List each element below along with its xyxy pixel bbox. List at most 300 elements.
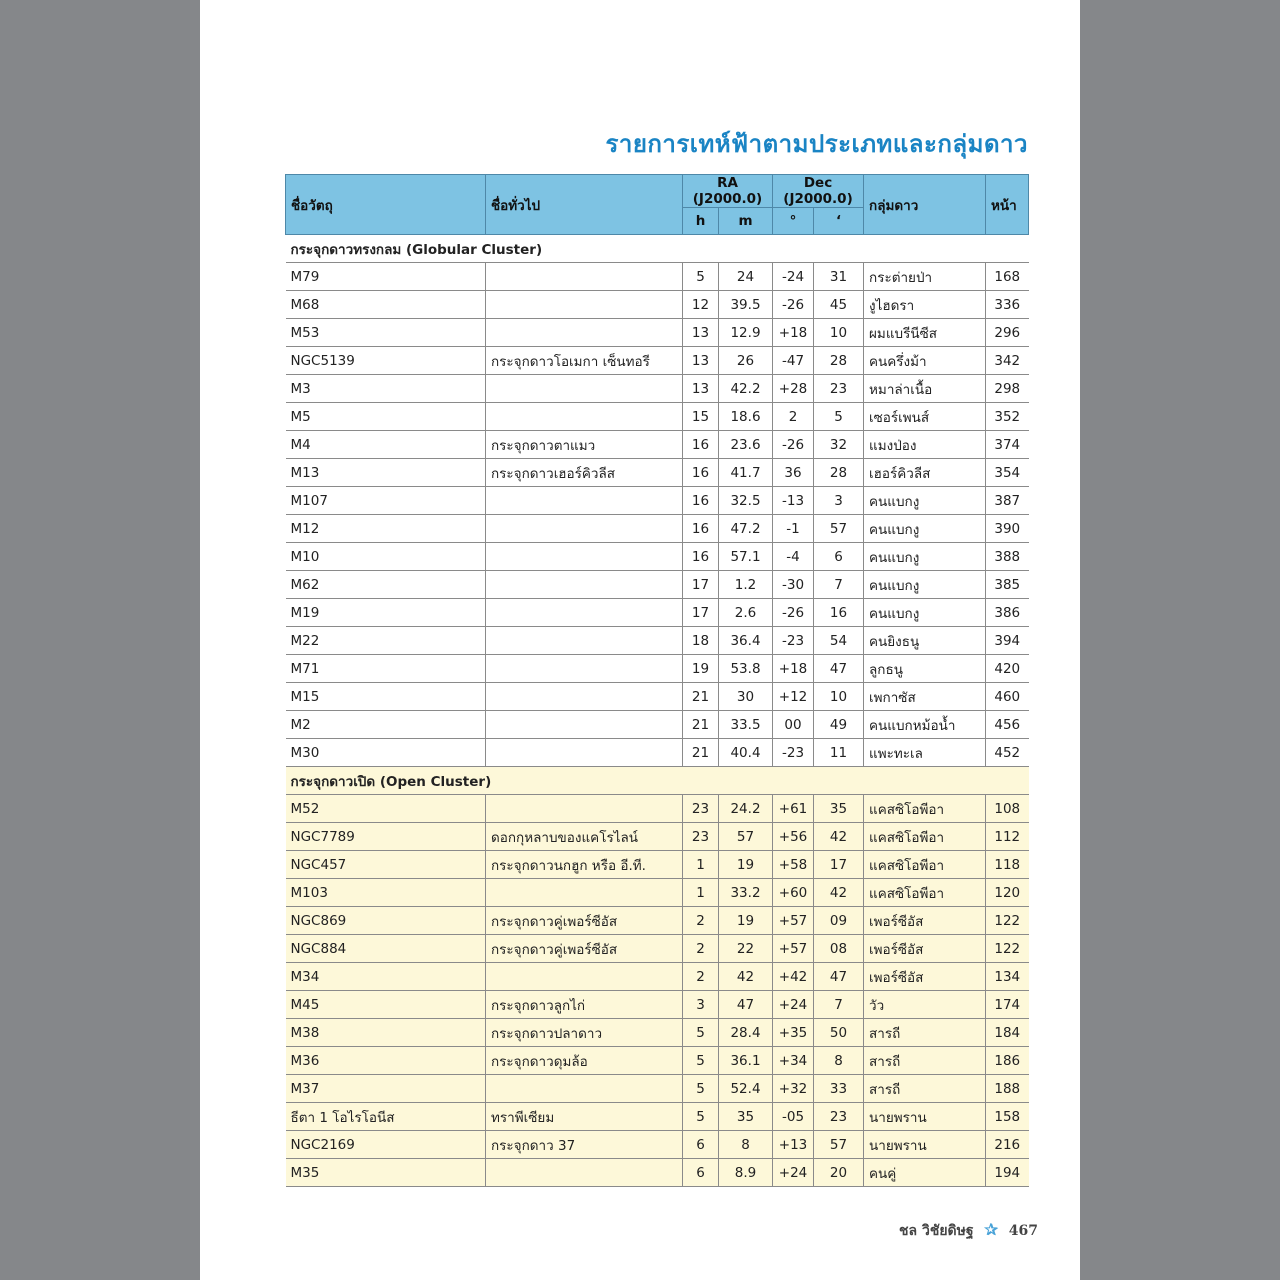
- dec-min-cell: 8: [814, 1047, 864, 1075]
- ra-h-cell: 19: [683, 655, 719, 683]
- constellation-cell: แคสซิโอพีอา: [864, 795, 986, 823]
- table-row: [286, 907, 1029, 935]
- dec-min-cell: 47: [814, 963, 864, 991]
- common-name-cell: [486, 1075, 683, 1103]
- object-name-cell: M13: [286, 459, 486, 487]
- dec-deg-cell: -30: [773, 571, 814, 599]
- ra-m-cell: 42: [719, 963, 773, 991]
- page-ref-cell: 112: [986, 823, 1029, 851]
- object-name-cell: M68: [286, 291, 486, 319]
- table-row: [286, 375, 1029, 403]
- constellation-cell: งูไฮดรา: [864, 291, 986, 319]
- dec-deg-cell: -26: [773, 291, 814, 319]
- constellation-cell: คนครึ่งม้า: [864, 347, 986, 375]
- ra-h-cell: 5: [683, 1019, 719, 1047]
- table-row: [286, 1019, 1029, 1047]
- dec-deg-cell: -26: [773, 431, 814, 459]
- dec-deg-cell: -05: [773, 1103, 814, 1131]
- header-dec: Dec (J2000.0): [773, 175, 864, 208]
- constellation-cell: ผมแบรีนีซีส: [864, 319, 986, 347]
- header-dec-min: ‘: [814, 208, 864, 235]
- globular-cluster-section: [286, 235, 1029, 767]
- table-row: [286, 347, 1029, 375]
- ra-m-cell: 36.4: [719, 627, 773, 655]
- ra-h-cell: 5: [683, 263, 719, 291]
- object-name-cell: M10: [286, 543, 486, 571]
- constellation-cell: สารถี: [864, 1047, 986, 1075]
- dec-min-cell: 6: [814, 543, 864, 571]
- object-name-cell: M19: [286, 599, 486, 627]
- ra-h-cell: 21: [683, 683, 719, 711]
- page-ref-cell: 194: [986, 1159, 1029, 1187]
- ra-m-cell: 30: [719, 683, 773, 711]
- dec-min-cell: 42: [814, 823, 864, 851]
- page-ref-cell: 120: [986, 879, 1029, 907]
- dec-min-cell: 31: [814, 263, 864, 291]
- table-row: [286, 431, 1029, 459]
- table-row: [286, 879, 1029, 907]
- object-name-cell: M2: [286, 711, 486, 739]
- constellation-cell: คนแบกงู: [864, 487, 986, 515]
- constellation-cell: ลูกธนู: [864, 655, 986, 683]
- dec-min-cell: 17: [814, 851, 864, 879]
- page-ref-cell: 460: [986, 683, 1029, 711]
- page-ref-cell: 158: [986, 1103, 1029, 1131]
- common-name-cell: [486, 655, 683, 683]
- page-ref-cell: 456: [986, 711, 1029, 739]
- header-ra-m: m: [719, 208, 773, 235]
- ra-m-cell: 33.2: [719, 879, 773, 907]
- header-object: ชื่อวัตถุ: [286, 175, 486, 235]
- constellation-cell: แคสซิโอพีอา: [864, 823, 986, 851]
- constellation-cell: คนคู่: [864, 1159, 986, 1187]
- table-row: [286, 263, 1029, 291]
- table-row: [286, 459, 1029, 487]
- section-header-row: [286, 235, 1029, 263]
- dec-min-cell: 20: [814, 1159, 864, 1187]
- ra-m-cell: 22: [719, 935, 773, 963]
- dec-deg-cell: +13: [773, 1131, 814, 1159]
- ra-h-cell: 5: [683, 1103, 719, 1131]
- table-row: [286, 543, 1029, 571]
- object-name-cell: NGC5139: [286, 347, 486, 375]
- dec-min-cell: 7: [814, 571, 864, 599]
- page-ref-cell: 388: [986, 543, 1029, 571]
- footer-page-number: 467: [1008, 1223, 1038, 1239]
- page-ref-cell: 336: [986, 291, 1029, 319]
- object-name-cell: M15: [286, 683, 486, 711]
- page-ref-cell: 184: [986, 1019, 1029, 1047]
- ra-h-cell: 17: [683, 599, 719, 627]
- ra-h-cell: 5: [683, 1075, 719, 1103]
- constellation-cell: แพะทะเล: [864, 739, 986, 767]
- table-row: [286, 627, 1029, 655]
- ra-m-cell: 8: [719, 1131, 773, 1159]
- common-name-cell: กระจุกดาวดุมล้อ: [486, 1047, 683, 1075]
- page-ref-cell: 174: [986, 991, 1029, 1019]
- header-ra-h: h: [683, 208, 719, 235]
- ra-m-cell: 47.2: [719, 515, 773, 543]
- table-row: [286, 1159, 1029, 1187]
- dec-deg-cell: -24: [773, 263, 814, 291]
- dec-deg-cell: +42: [773, 963, 814, 991]
- ra-h-cell: 2: [683, 935, 719, 963]
- constellation-cell: แมงป่อง: [864, 431, 986, 459]
- dec-min-cell: 42: [814, 879, 864, 907]
- object-name-cell: M36: [286, 1047, 486, 1075]
- common-name-cell: [486, 739, 683, 767]
- dec-deg-cell: +12: [773, 683, 814, 711]
- table-row: [286, 599, 1029, 627]
- dec-deg-cell: +24: [773, 1159, 814, 1187]
- common-name-cell: กระจุกดาวนกฮูก หรือ อี.ที.: [486, 851, 683, 879]
- dec-min-cell: 10: [814, 683, 864, 711]
- ra-m-cell: 18.6: [719, 403, 773, 431]
- object-name-cell: M79: [286, 263, 486, 291]
- common-name-cell: [486, 879, 683, 907]
- constellation-cell: คนแบกงู: [864, 571, 986, 599]
- dec-deg-cell: +60: [773, 879, 814, 907]
- table-row: [286, 515, 1029, 543]
- constellation-cell: คนแบกหม้อน้ำ: [864, 711, 986, 739]
- dec-min-cell: 16: [814, 599, 864, 627]
- object-name-cell: M62: [286, 571, 486, 599]
- dec-min-cell: 35: [814, 795, 864, 823]
- ra-h-cell: 2: [683, 963, 719, 991]
- page-ref-cell: 216: [986, 1131, 1029, 1159]
- header-page: หน้า: [986, 175, 1029, 235]
- constellation-cell: สารถี: [864, 1075, 986, 1103]
- ra-m-cell: 8.9: [719, 1159, 773, 1187]
- ra-h-cell: 16: [683, 431, 719, 459]
- dec-min-cell: 47: [814, 655, 864, 683]
- object-name-cell: M34: [286, 963, 486, 991]
- constellation-cell: เฮอร์คิวลีส: [864, 459, 986, 487]
- dec-min-cell: 45: [814, 291, 864, 319]
- common-name-cell: กระจุกดาวลูกไก่: [486, 991, 683, 1019]
- page-ref-cell: 390: [986, 515, 1029, 543]
- ra-m-cell: 41.7: [719, 459, 773, 487]
- object-name-cell: M45: [286, 991, 486, 1019]
- header-dec-deg: °: [773, 208, 814, 235]
- common-name-cell: [486, 627, 683, 655]
- ra-m-cell: 35: [719, 1103, 773, 1131]
- common-name-cell: [486, 599, 683, 627]
- ra-m-cell: 52.4: [719, 1075, 773, 1103]
- dec-deg-cell: -26: [773, 599, 814, 627]
- page: [200, 0, 1080, 1280]
- ra-m-cell: 19: [719, 851, 773, 879]
- dec-deg-cell: -23: [773, 627, 814, 655]
- dec-deg-cell: 2: [773, 403, 814, 431]
- common-name-cell: [486, 711, 683, 739]
- page-ref-cell: 118: [986, 851, 1029, 879]
- page-ref-cell: 452: [986, 739, 1029, 767]
- dec-min-cell: 33: [814, 1075, 864, 1103]
- ra-h-cell: 2: [683, 907, 719, 935]
- constellation-cell: คนยิงธนู: [864, 627, 986, 655]
- object-name-cell: NGC884: [286, 935, 486, 963]
- page-ref-cell: 386: [986, 599, 1029, 627]
- object-name-cell: M53: [286, 319, 486, 347]
- common-name-cell: [486, 403, 683, 431]
- dec-min-cell: 57: [814, 515, 864, 543]
- dec-deg-cell: +57: [773, 935, 814, 963]
- ra-h-cell: 21: [683, 711, 719, 739]
- object-name-cell: NGC457: [286, 851, 486, 879]
- dec-deg-cell: -1: [773, 515, 814, 543]
- constellation-cell: เพกาซัส: [864, 683, 986, 711]
- constellation-cell: กระต่ายป่า: [864, 263, 986, 291]
- ra-m-cell: 28.4: [719, 1019, 773, 1047]
- table-row: [286, 795, 1029, 823]
- dec-min-cell: 09: [814, 907, 864, 935]
- dec-min-cell: 28: [814, 459, 864, 487]
- dec-deg-cell: +56: [773, 823, 814, 851]
- table-row: [286, 1103, 1029, 1131]
- table-row: [286, 319, 1029, 347]
- common-name-cell: กระจุกดาวเฮอร์คิวลีส: [486, 459, 683, 487]
- ra-h-cell: 15: [683, 403, 719, 431]
- ra-m-cell: 23.6: [719, 431, 773, 459]
- object-name-cell: M12: [286, 515, 486, 543]
- dec-min-cell: 57: [814, 1131, 864, 1159]
- ra-m-cell: 57: [719, 823, 773, 851]
- ra-m-cell: 26: [719, 347, 773, 375]
- dec-min-cell: 7: [814, 991, 864, 1019]
- page-ref-cell: 186: [986, 1047, 1029, 1075]
- ra-h-cell: 18: [683, 627, 719, 655]
- dec-deg-cell: +57: [773, 907, 814, 935]
- ra-m-cell: 53.8: [719, 655, 773, 683]
- ra-h-cell: 16: [683, 487, 719, 515]
- common-name-cell: [486, 375, 683, 403]
- dec-deg-cell: +61: [773, 795, 814, 823]
- dec-min-cell: 5: [814, 403, 864, 431]
- star-icon: ✰: [984, 1220, 998, 1239]
- object-name-cell: M37: [286, 1075, 486, 1103]
- constellation-cell: คนแบกงู: [864, 543, 986, 571]
- table-row: [286, 823, 1029, 851]
- object-name-cell: M38: [286, 1019, 486, 1047]
- page-ref-cell: 354: [986, 459, 1029, 487]
- header-constellation: กลุ่มดาว: [864, 175, 986, 235]
- object-name-cell: M52: [286, 795, 486, 823]
- dec-min-cell: 28: [814, 347, 864, 375]
- dec-min-cell: 23: [814, 375, 864, 403]
- dec-deg-cell: +28: [773, 375, 814, 403]
- ra-m-cell: 24.2: [719, 795, 773, 823]
- table-row: [286, 711, 1029, 739]
- ra-h-cell: 23: [683, 823, 719, 851]
- page-footer: [899, 1220, 1038, 1242]
- ra-m-cell: 42.2: [719, 375, 773, 403]
- table-row: [286, 683, 1029, 711]
- page-ref-cell: 387: [986, 487, 1029, 515]
- page-ref-cell: 394: [986, 627, 1029, 655]
- dec-deg-cell: -4: [773, 543, 814, 571]
- page-ref-cell: 168: [986, 263, 1029, 291]
- ra-h-cell: 5: [683, 1047, 719, 1075]
- object-name-cell: M35: [286, 1159, 486, 1187]
- dec-min-cell: 08: [814, 935, 864, 963]
- object-name-cell: M22: [286, 627, 486, 655]
- dec-min-cell: 50: [814, 1019, 864, 1047]
- ra-m-cell: 2.6: [719, 599, 773, 627]
- table-row: [286, 571, 1029, 599]
- dec-min-cell: 3: [814, 487, 864, 515]
- ra-h-cell: 6: [683, 1159, 719, 1187]
- table-row: [286, 963, 1029, 991]
- common-name-cell: กระจุกดาวตาแมว: [486, 431, 683, 459]
- object-name-cell: M71: [286, 655, 486, 683]
- common-name-cell: กระจุกดาวปลาดาว: [486, 1019, 683, 1047]
- object-name-cell: M30: [286, 739, 486, 767]
- ra-h-cell: 12: [683, 291, 719, 319]
- section-header-row: [286, 767, 1029, 795]
- dec-min-cell: 32: [814, 431, 864, 459]
- common-name-cell: [486, 319, 683, 347]
- section-label: กระจุกดาวเปิด (Open Cluster): [286, 767, 1029, 795]
- dec-deg-cell: 00: [773, 711, 814, 739]
- object-name-cell: ธีตา 1 โอไรโอนีส: [286, 1103, 486, 1131]
- ra-h-cell: 17: [683, 571, 719, 599]
- dec-deg-cell: +18: [773, 655, 814, 683]
- page-title: รายการเทห์ฟ้าตามประเภทและกลุ่มดาว: [605, 130, 1028, 158]
- constellation-cell: เพอร์ซีอัส: [864, 907, 986, 935]
- ra-m-cell: 36.1: [719, 1047, 773, 1075]
- ra-m-cell: 12.9: [719, 319, 773, 347]
- ra-m-cell: 57.1: [719, 543, 773, 571]
- table-row: [286, 851, 1029, 879]
- table-row: [286, 487, 1029, 515]
- table-row: [286, 935, 1029, 963]
- constellation-cell: แคสซิโอพีอา: [864, 879, 986, 907]
- object-name-cell: M103: [286, 879, 486, 907]
- common-name-cell: [486, 291, 683, 319]
- common-name-cell: [486, 543, 683, 571]
- dec-deg-cell: +35: [773, 1019, 814, 1047]
- constellation-cell: นายพราน: [864, 1103, 986, 1131]
- common-name-cell: [486, 683, 683, 711]
- dec-min-cell: 49: [814, 711, 864, 739]
- object-name-cell: M3: [286, 375, 486, 403]
- ra-m-cell: 19: [719, 907, 773, 935]
- page-ref-cell: 374: [986, 431, 1029, 459]
- object-name-cell: M4: [286, 431, 486, 459]
- dec-min-cell: 10: [814, 319, 864, 347]
- constellation-cell: เพอร์ซีอัส: [864, 935, 986, 963]
- dec-deg-cell: -13: [773, 487, 814, 515]
- table-row: [286, 739, 1029, 767]
- ra-h-cell: 21: [683, 739, 719, 767]
- page-ref-cell: 296: [986, 319, 1029, 347]
- dec-min-cell: 23: [814, 1103, 864, 1131]
- constellation-cell: คนแบกงู: [864, 515, 986, 543]
- object-table: [285, 174, 1029, 1187]
- ra-h-cell: 16: [683, 515, 719, 543]
- common-name-cell: [486, 487, 683, 515]
- common-name-cell: ดอกกุหลาบของแคโรไลน์: [486, 823, 683, 851]
- table-row: [286, 991, 1029, 1019]
- open-cluster-section: [286, 767, 1029, 1187]
- constellation-cell: แคสซิโอพีอา: [864, 851, 986, 879]
- constellation-cell: วัว: [864, 991, 986, 1019]
- ra-h-cell: 16: [683, 459, 719, 487]
- header-common-name: ชื่อทั่วไป: [486, 175, 683, 235]
- ra-h-cell: 13: [683, 319, 719, 347]
- page-ref-cell: 352: [986, 403, 1029, 431]
- page-ref-cell: 385: [986, 571, 1029, 599]
- object-name-cell: NGC869: [286, 907, 486, 935]
- constellation-cell: หมาล่าเนื้อ: [864, 375, 986, 403]
- table-row: [286, 1047, 1029, 1075]
- common-name-cell: [486, 571, 683, 599]
- common-name-cell: กระจุกดาว 37: [486, 1131, 683, 1159]
- page-ref-cell: 122: [986, 935, 1029, 963]
- object-name-cell: NGC2169: [286, 1131, 486, 1159]
- table-row: [286, 291, 1029, 319]
- page-ref-cell: 108: [986, 795, 1029, 823]
- common-name-cell: กระจุกดาวคู่เพอร์ซีอัส: [486, 907, 683, 935]
- ra-m-cell: 39.5: [719, 291, 773, 319]
- dec-deg-cell: +18: [773, 319, 814, 347]
- page-ref-cell: 420: [986, 655, 1029, 683]
- page-ref-cell: 122: [986, 907, 1029, 935]
- common-name-cell: [486, 1159, 683, 1187]
- constellation-cell: นายพราน: [864, 1131, 986, 1159]
- constellation-cell: คนแบกงู: [864, 599, 986, 627]
- ra-h-cell: 23: [683, 795, 719, 823]
- constellation-cell: สารถี: [864, 1019, 986, 1047]
- object-name-cell: M5: [286, 403, 486, 431]
- dec-deg-cell: +34: [773, 1047, 814, 1075]
- ra-m-cell: 24: [719, 263, 773, 291]
- ra-h-cell: 3: [683, 991, 719, 1019]
- ra-h-cell: 13: [683, 375, 719, 403]
- ra-m-cell: 32.5: [719, 487, 773, 515]
- ra-h-cell: 16: [683, 543, 719, 571]
- ra-m-cell: 40.4: [719, 739, 773, 767]
- object-name-cell: M107: [286, 487, 486, 515]
- dec-deg-cell: +24: [773, 991, 814, 1019]
- dec-deg-cell: 36: [773, 459, 814, 487]
- dec-deg-cell: -23: [773, 739, 814, 767]
- section-label: กระจุกดาวทรงกลม (Globular Cluster): [286, 235, 1029, 263]
- object-name-cell: NGC7789: [286, 823, 486, 851]
- table-row: [286, 1131, 1029, 1159]
- common-name-cell: [486, 795, 683, 823]
- dec-deg-cell: +58: [773, 851, 814, 879]
- header-ra: RA (J2000.0): [683, 175, 773, 208]
- ra-m-cell: 1.2: [719, 571, 773, 599]
- table-row: [286, 655, 1029, 683]
- table-row: [286, 1075, 1029, 1103]
- page-ref-cell: 188: [986, 1075, 1029, 1103]
- dec-deg-cell: -47: [773, 347, 814, 375]
- dec-min-cell: 54: [814, 627, 864, 655]
- page-ref-cell: 298: [986, 375, 1029, 403]
- constellation-cell: เซอร์เพนส์: [864, 403, 986, 431]
- dec-min-cell: 11: [814, 739, 864, 767]
- ra-h-cell: 1: [683, 851, 719, 879]
- footer-author: ชล วิชัยดิษฐ: [899, 1223, 974, 1239]
- ra-h-cell: 6: [683, 1131, 719, 1159]
- dec-deg-cell: +32: [773, 1075, 814, 1103]
- page-ref-cell: 134: [986, 963, 1029, 991]
- ra-h-cell: 13: [683, 347, 719, 375]
- common-name-cell: กระจุกดาวคู่เพอร์ซีอัส: [486, 935, 683, 963]
